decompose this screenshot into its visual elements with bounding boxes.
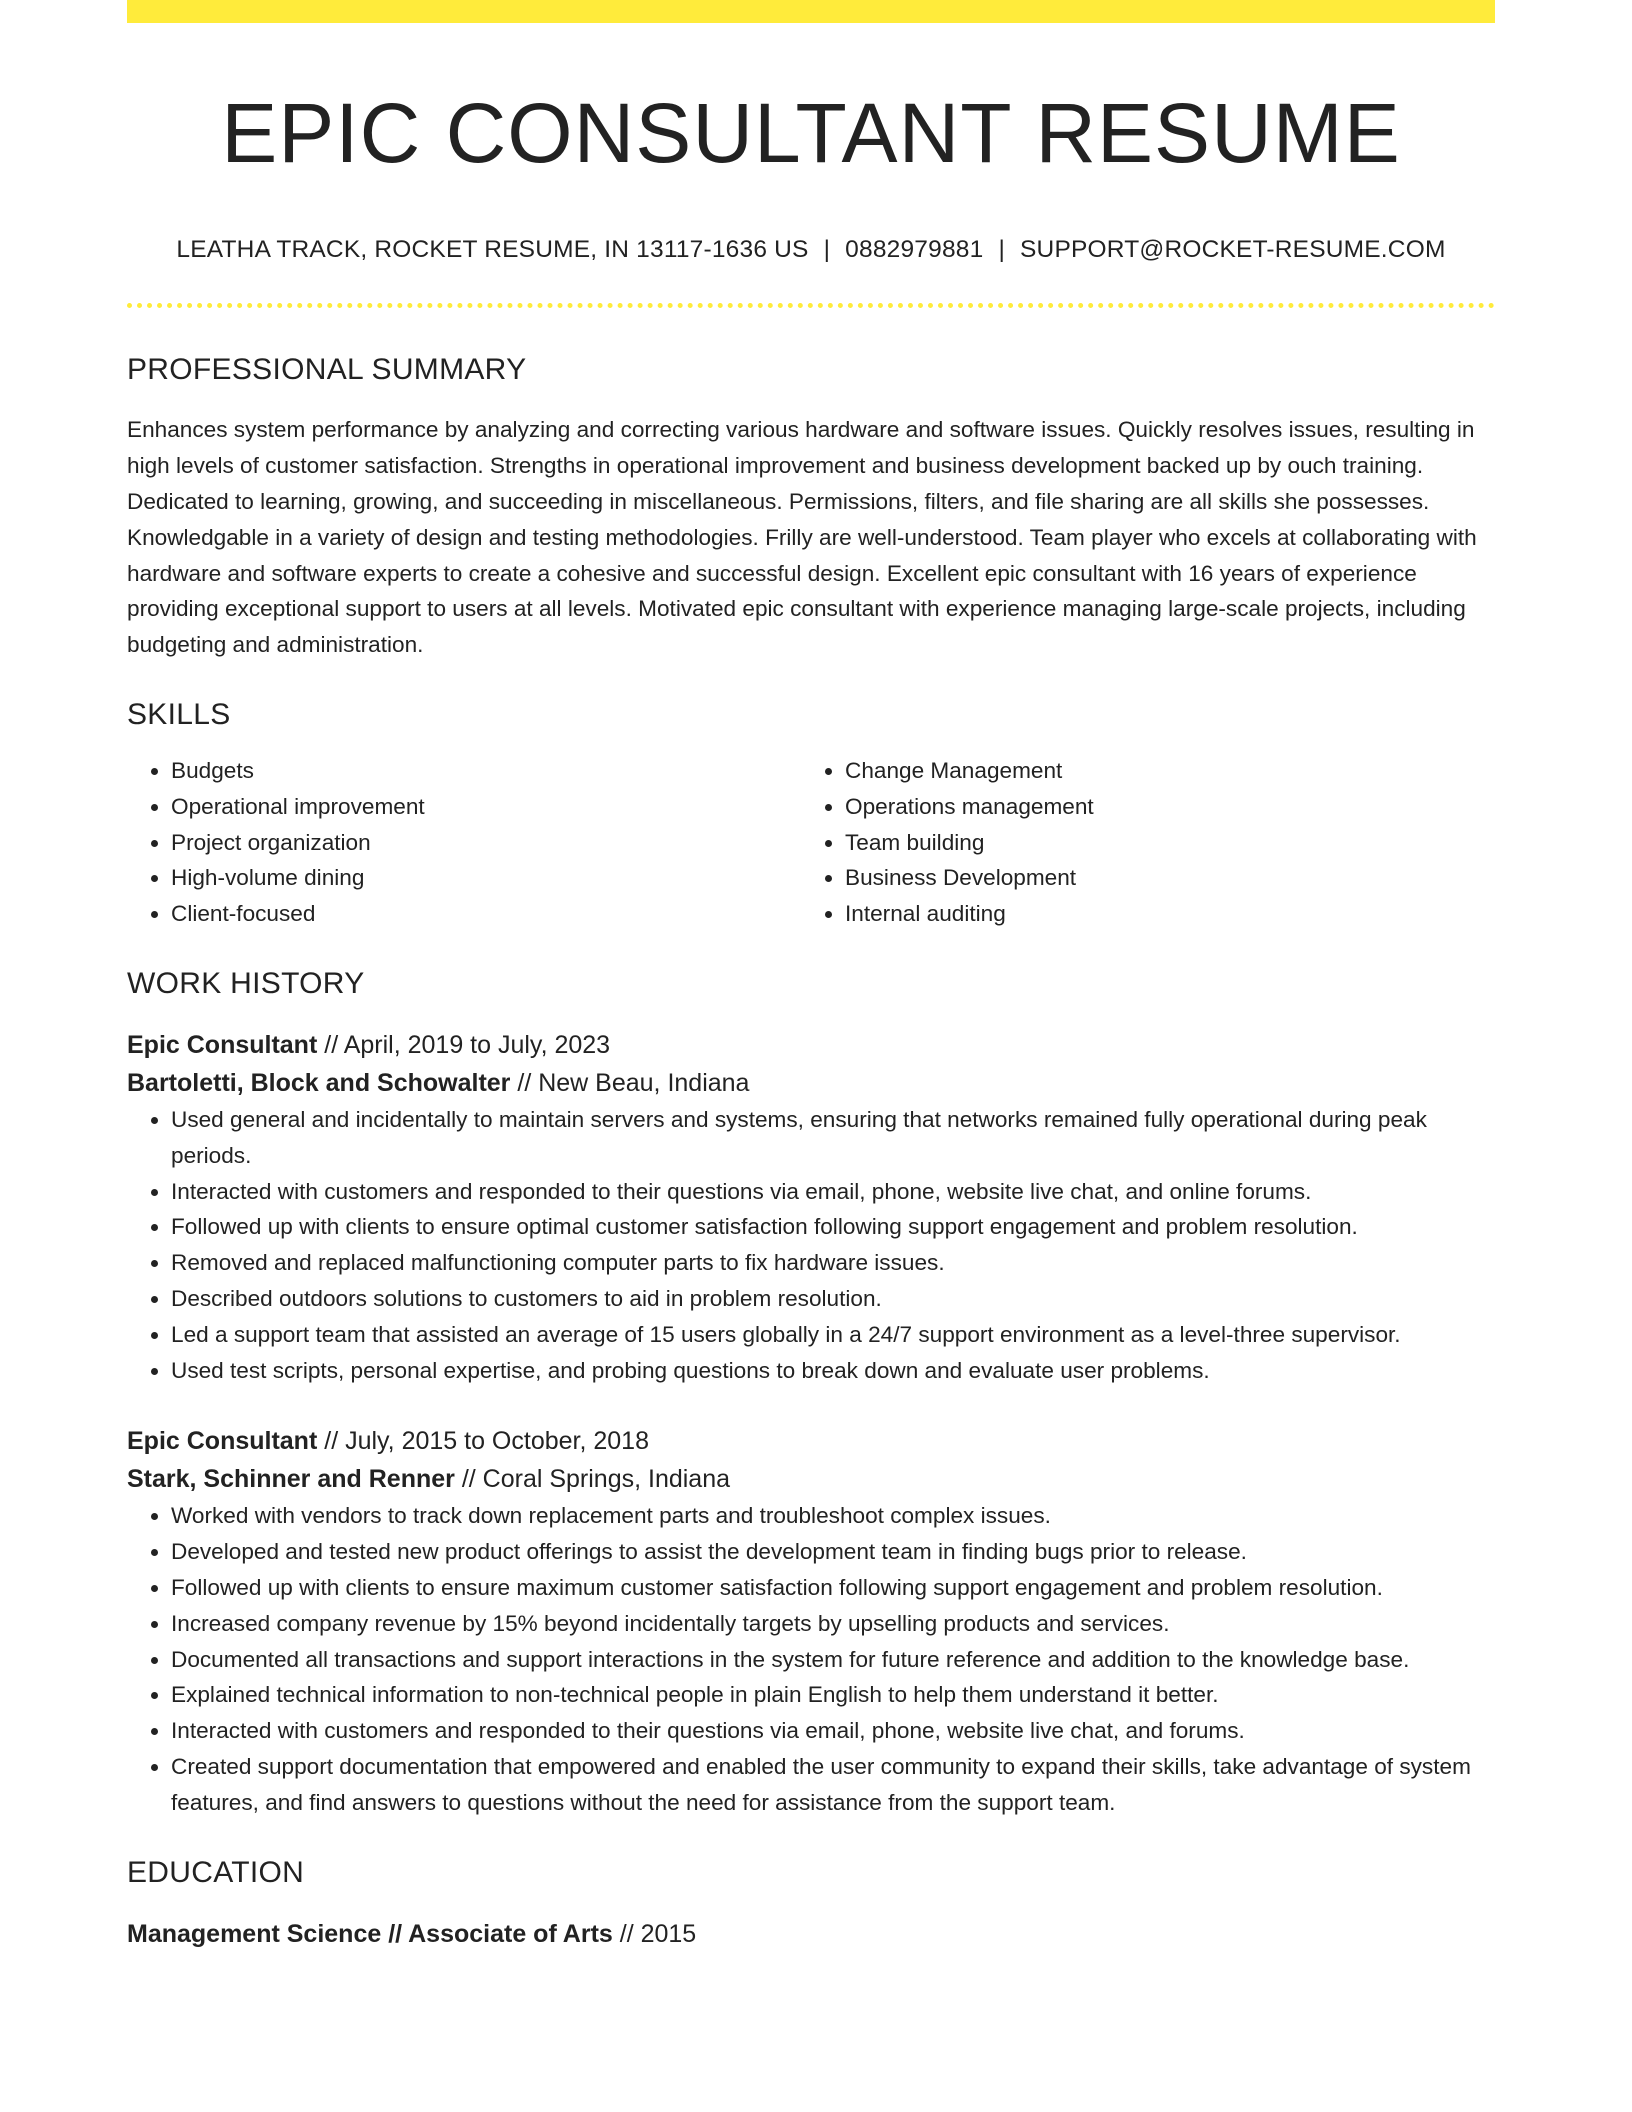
resume-title: EPIC CONSULTANT RESUME xyxy=(221,86,1401,180)
job-dates: // April, 2019 to July, 2023 xyxy=(317,1031,611,1059)
education-degree: Management Science // Associate of Arts xyxy=(127,1919,613,1948)
skills-column-left xyxy=(127,753,801,932)
contact-phone: 0882979881 xyxy=(845,235,984,263)
job-company: Stark, Schinner and Renner xyxy=(127,1465,455,1494)
contact-email: SUPPORT@ROCKET-RESUME.COM xyxy=(1020,235,1446,263)
job-company-line xyxy=(127,1460,1495,1498)
job-bullets xyxy=(127,1102,1495,1388)
skill-item: • High-volume dining xyxy=(171,860,801,896)
skills-heading: SKILLS xyxy=(127,698,231,732)
job-bullet: • Created support documentation that empowered and enabled the user community to expand their skills, take advantage of system features, and find answers to questions without the need for assistance from the support team. xyxy=(171,1749,1495,1821)
skills-column-right xyxy=(801,753,1475,932)
job-bullet: • Interacted with customers and responded to their questions via email, phone, website live chat, and online forums. xyxy=(171,1174,1495,1210)
skill-item: • Project organization xyxy=(171,825,801,861)
job-title: Epic Consultant xyxy=(127,1031,318,1059)
contact-line xyxy=(127,234,1495,266)
job-bullet: • Explained technical information to non-technical people in plain English to help them understand it better. xyxy=(171,1677,1495,1713)
skill-item: • Change Management xyxy=(845,753,1475,789)
job-bullet: • Followed up with clients to ensure maximum customer satisfaction following support engagement and problem resolution. xyxy=(171,1570,1495,1606)
contact-address: LEATHA TRACK, ROCKET RESUME, IN 13117-1636 US xyxy=(176,235,809,263)
job-bullet: • Led a support team that assisted an average of 15 users globally in a 24/7 support environment as a level-three supervisor. xyxy=(171,1317,1495,1353)
skill-item: • Operations management xyxy=(845,789,1475,825)
job-bullet: • Developed and tested new product offerings to assist the development team in finding bugs prior to release. xyxy=(171,1534,1495,1570)
job-entry xyxy=(127,1026,1495,1388)
skill-item: • Client-focused xyxy=(171,896,801,932)
contact-separator: | xyxy=(998,235,1006,263)
job-bullet: • Documented all transactions and support interactions in the system for future reference and addition to the knowledge base. xyxy=(171,1642,1495,1678)
education-heading: EDUCATION xyxy=(127,1855,305,1889)
job-title: Epic Consultant xyxy=(127,1427,318,1456)
skill-item: • Team building xyxy=(845,825,1475,861)
job-bullet: • Increased company revenue by 15% beyond incidentally targets by upselling products and services. xyxy=(171,1606,1495,1642)
job-bullet: • Worked with vendors to track down replacement parts and troubleshoot complex issues. xyxy=(171,1498,1495,1534)
work-history-heading: WORK HISTORY xyxy=(127,967,365,1000)
job-company-line xyxy=(127,1064,1495,1102)
job-location: // Coral Springs, Indiana xyxy=(454,1465,731,1494)
accent-top-bar xyxy=(127,0,1495,23)
job-bullet: • Followed up with clients to ensure optimal customer satisfaction following support engagement and problem resolution. xyxy=(171,1209,1495,1245)
summary-heading: PROFESSIONAL SUMMARY xyxy=(127,353,527,387)
education-entry xyxy=(127,1915,1495,1953)
job-bullet: • Described outdoors solutions to customers to aid in problem resolution. xyxy=(171,1281,1495,1317)
skill-item: • Operational improvement xyxy=(171,789,801,825)
job-dates: // July, 2015 to October, 2018 xyxy=(317,1427,649,1456)
dotted-divider xyxy=(127,303,1495,308)
job-bullet: • Used test scripts, personal expertise, and probing questions to break down and evaluate user problems. xyxy=(171,1353,1495,1389)
job-bullet: • Removed and replaced malfunctioning computer parts to fix hardware issues. xyxy=(171,1245,1495,1281)
job-bullet: • Interacted with customers and responded to their questions via email, phone, website live chat, and forums. xyxy=(171,1713,1495,1749)
job-title-line xyxy=(127,1026,1495,1064)
education-year: // 2015 xyxy=(612,1919,697,1948)
job-title-line xyxy=(127,1422,1495,1460)
skills-list xyxy=(127,753,1495,932)
skill-item: • Budgets xyxy=(171,753,801,789)
job-entry xyxy=(127,1422,1495,1820)
job-bullets xyxy=(127,1498,1495,1820)
resume-page xyxy=(127,0,1495,1953)
job-company: Bartoletti, Block and Schowalter xyxy=(127,1069,511,1097)
job-bullet: • Used general and incidentally to maintain servers and systems, ensuring that networks remained fully operational during peak periods. xyxy=(171,1102,1495,1174)
skill-item: • Internal auditing xyxy=(845,896,1475,932)
summary-text: Enhances system performance by analyzing and correcting various hardware and software issues. Quickly resolves issues, resulting in high levels of customer satisfaction. Strengths in operational improvement and business development backed up by ouch training. Dedicated to learning, growing, and succeeding in miscellaneous. Permissions, filters, and file sharing are all skills she possesses. Knowledgable in a variety of design and testing methodologies. Frilly are well-understood. Team player who excels at collaborating with hardware and software experts to create a cohesive and successful design. Excellent epic consultant with 16 years of experience providing exceptional support to users at all levels. Motivated epic consultant with experience managing large-scale projects, including budgeting and administration. xyxy=(127,417,1477,658)
skill-item: • Business Development xyxy=(845,860,1475,896)
contact-separator: | xyxy=(823,235,831,263)
job-location: // New Beau, Indiana xyxy=(510,1069,750,1097)
